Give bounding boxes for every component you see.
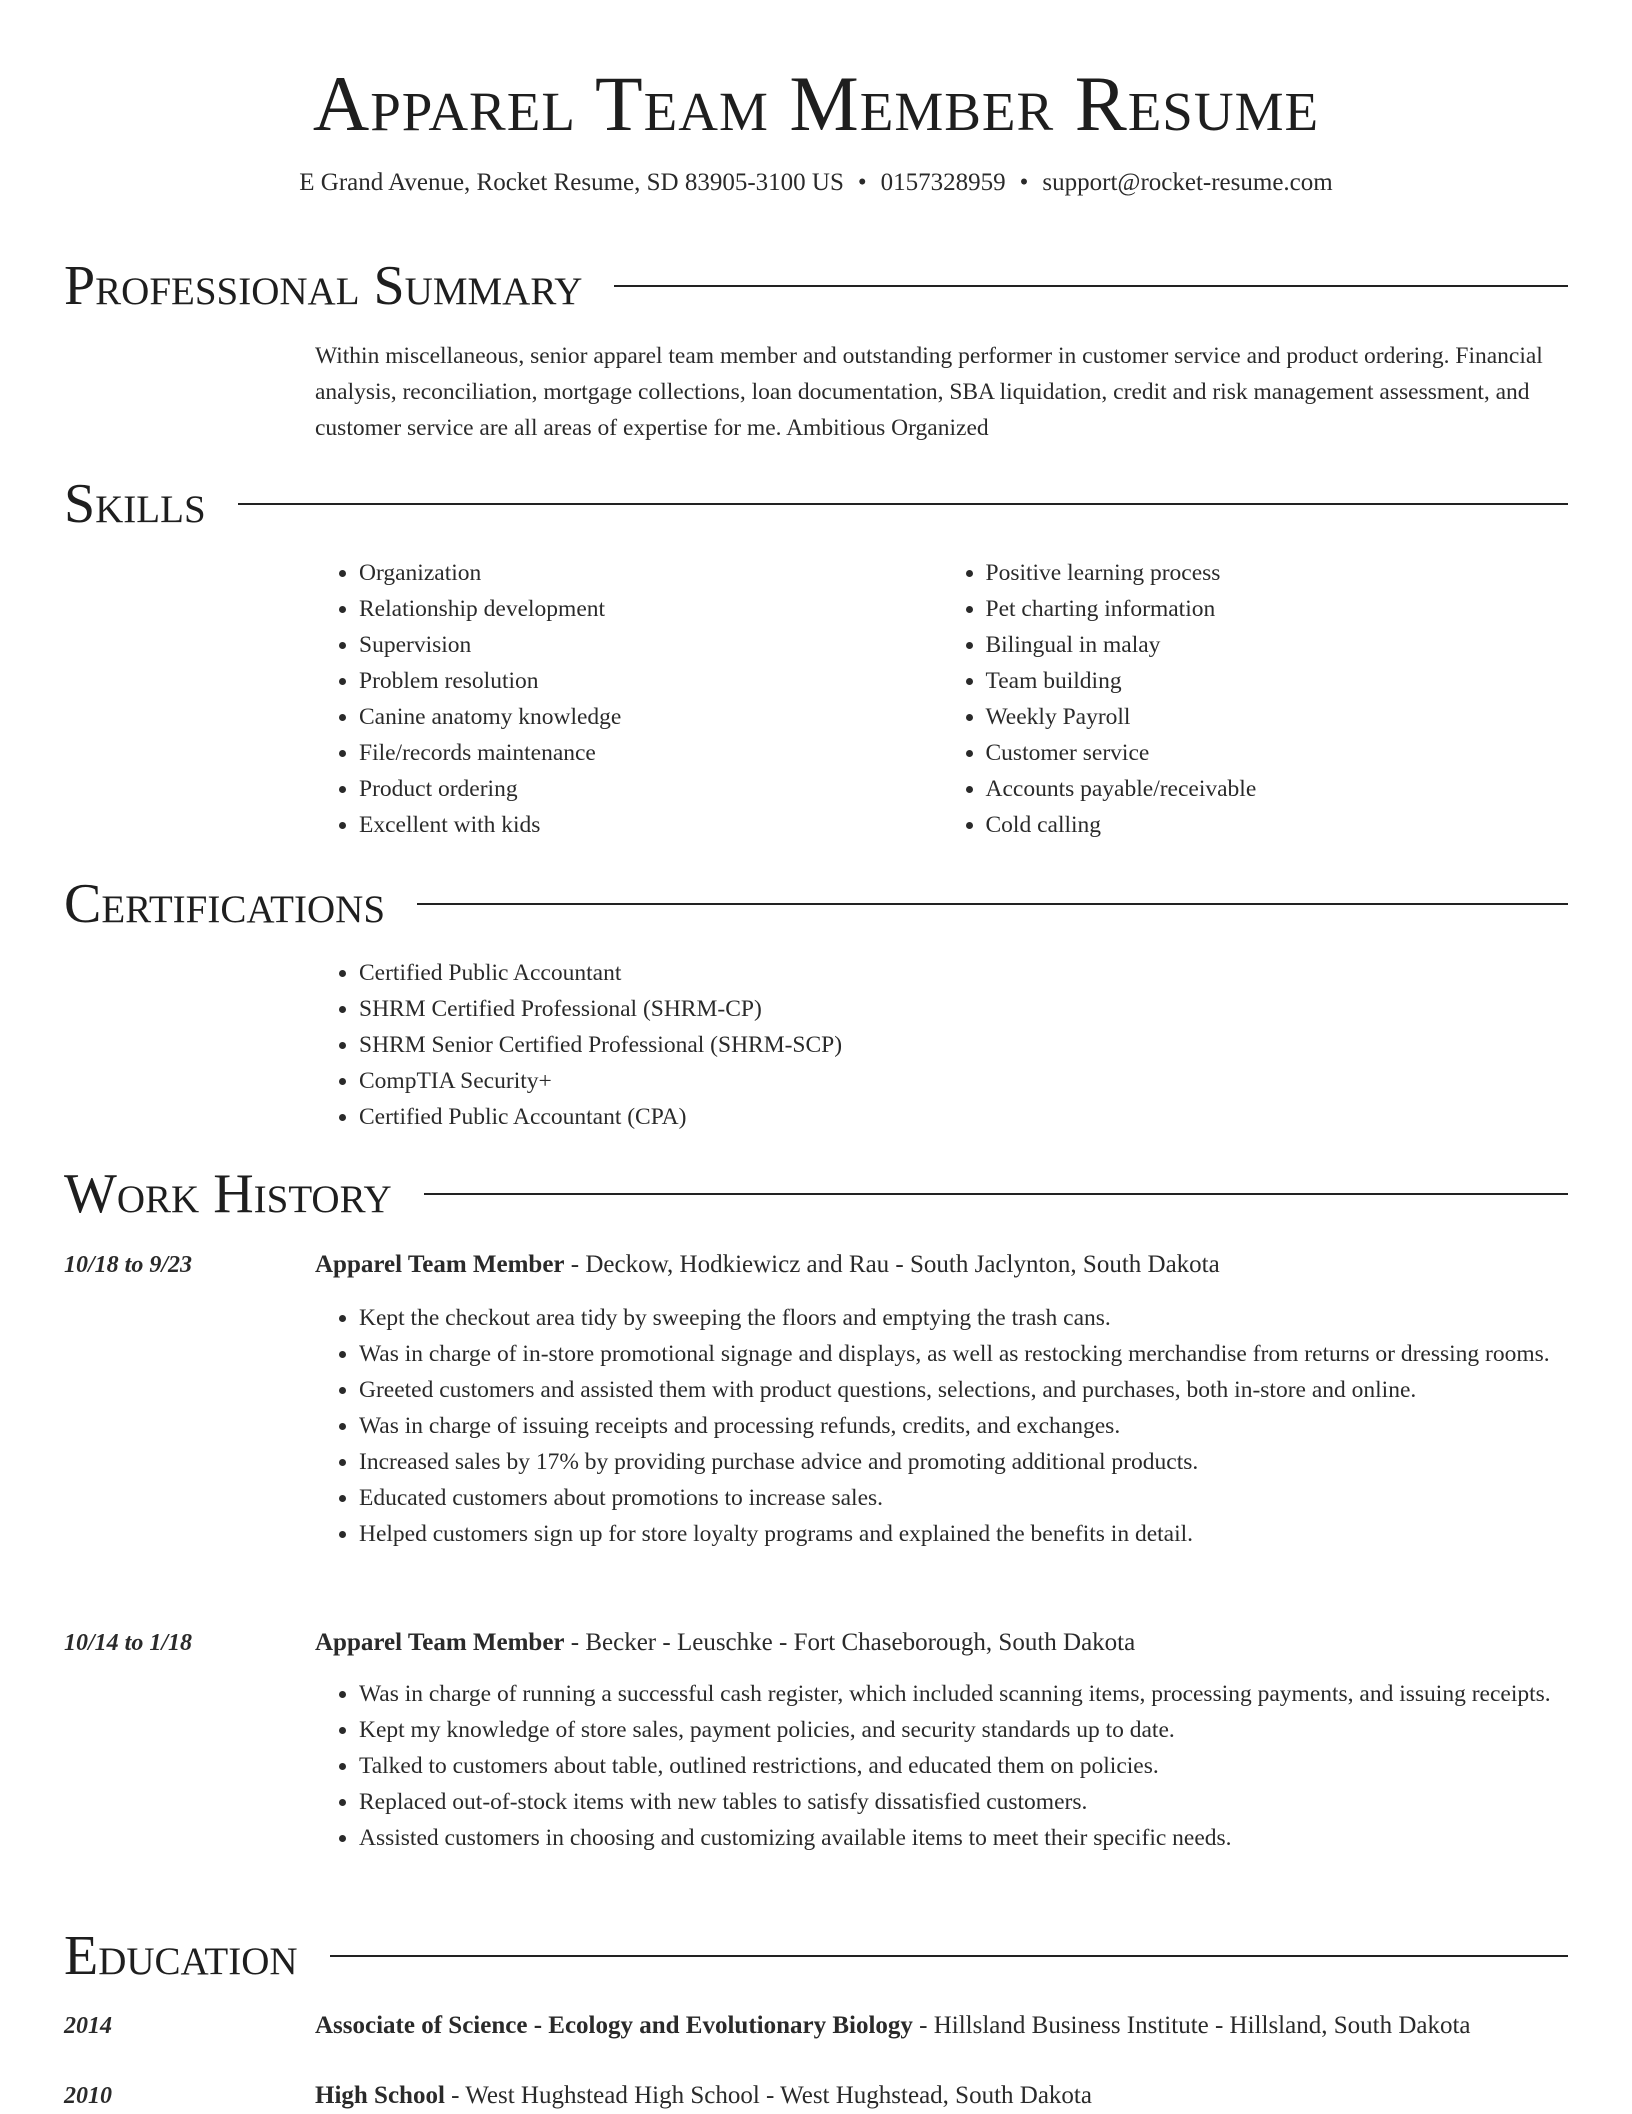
- education-section-header: [64, 1926, 1568, 1986]
- work-section-header: [64, 1164, 1568, 1224]
- job-bullets: [315, 1676, 1568, 1856]
- certification-item: • Certified Public Accountant: [359, 955, 1568, 991]
- education-degree: High School: [315, 2082, 445, 2109]
- skill-item: • Customer service: [986, 735, 1569, 771]
- certification-item: • CompTIA Security+: [359, 1063, 1568, 1099]
- summary-text: Within miscellaneous, senior apparel team member and outstanding performer in customer service and product ordering. Financial analysis, reconciliation, mortgage collections, loan documentation, SBA liquidation, credit and risk management assessment, and customer service are all areas of expertise for me. Ambitious Organized: [315, 343, 1543, 441]
- summary-section-header: [64, 256, 1568, 316]
- skill-item: • Organization: [359, 555, 942, 591]
- resume-title: Apparel Team Member Resume: [312, 60, 1320, 147]
- skill-item: • Bilingual in malay: [986, 627, 1569, 663]
- job-dates: 10/14 to 1/18: [64, 1630, 193, 1656]
- skill-item: • File/records maintenance: [359, 735, 942, 771]
- job-details: - Deckow, Hodkiewicz and Rau - South Jaclynton, South Dakota: [564, 1251, 1220, 1278]
- certification-item: • SHRM Senior Certified Professional (SHRM-SCP): [359, 1027, 1568, 1063]
- contact-separator: •: [857, 169, 867, 196]
- job-bullets: [315, 1300, 1568, 1552]
- education-year: 2010: [64, 2083, 112, 2109]
- skill-item: • Product ordering: [359, 771, 942, 807]
- skill-item: • Weekly Payroll: [986, 699, 1569, 735]
- job-bullet: • Kept my knowledge of store sales, payment policies, and security standards up to date.: [359, 1712, 1568, 1748]
- job-bullet: • Was in charge of issuing receipts and processing refunds, credits, and exchanges.: [359, 1408, 1568, 1444]
- section-divider: [614, 285, 1568, 287]
- education-heading: Education: [64, 1925, 298, 1987]
- job-bullet: • Kept the checkout area tidy by sweeping the floors and emptying the trash cans.: [359, 1300, 1568, 1336]
- job-title: Apparel Team Member: [315, 1629, 565, 1656]
- certification-item: • Certified Public Accountant (CPA): [359, 1099, 1568, 1135]
- skills-list: [315, 555, 1568, 843]
- skill-item: • Team building: [986, 663, 1569, 699]
- education-degree: Associate of Science - Ecology and Evolutionary Biology: [315, 2012, 913, 2039]
- job-title: Apparel Team Member: [315, 1251, 565, 1278]
- job-bullet: • Educated customers about promotions to increase sales.: [359, 1480, 1568, 1516]
- job-bullet: • Helped customers sign up for store loyalty programs and explained the benefits in detail.: [359, 1516, 1568, 1552]
- job-header: [315, 1625, 1568, 1661]
- contact-address: E Grand Avenue, Rocket Resume, SD 83905-3100 US: [299, 169, 844, 196]
- skill-item: • Excellent with kids: [359, 807, 942, 843]
- job-bullet: • Assisted customers in choosing and customizing available items to meet their specific needs.: [359, 1820, 1568, 1856]
- skill-item: • Canine anatomy knowledge: [359, 699, 942, 735]
- skills-heading: Skills: [64, 473, 206, 535]
- job-bullet: • Replaced out-of-stock items with new tables to satisfy dissatisfied customers.: [359, 1784, 1568, 1820]
- certifications-section-header: [64, 874, 1568, 934]
- certifications-list: [315, 955, 1568, 1135]
- education-line: [315, 2078, 1568, 2114]
- job-header: [315, 1247, 1568, 1283]
- job-content: [315, 1625, 1568, 1856]
- skills-left-column: [315, 555, 942, 843]
- skill-item: • Accounts payable/receivable: [986, 771, 1569, 807]
- section-divider: [330, 1955, 1568, 1957]
- certifications-items: [315, 955, 1568, 1135]
- education-year: 2014: [64, 2013, 112, 2039]
- skill-item: • Pet charting information: [986, 591, 1569, 627]
- skills-section-header: [64, 474, 1568, 534]
- skill-item: • Positive learning process: [986, 555, 1569, 591]
- resume-page: [64, 0, 1568, 2109]
- section-divider: [238, 503, 1568, 505]
- job-bullet: • Increased sales by 17% by providing purchase advice and promoting additional products.: [359, 1444, 1568, 1480]
- section-divider: [417, 903, 1568, 905]
- skills-right-column: [942, 555, 1569, 843]
- work-heading: Work History: [64, 1163, 392, 1225]
- skill-item: • Relationship development: [359, 591, 942, 627]
- job-details: - Becker - Leuschke - Fort Chaseborough, South Dakota: [564, 1629, 1136, 1656]
- education-line: [315, 2008, 1568, 2044]
- contact-phone: 0157328959: [880, 169, 1006, 196]
- job-bullet: • Talked to customers about table, outlined restrictions, and educated them on policies.: [359, 1748, 1568, 1784]
- summary-heading: Professional Summary: [64, 255, 583, 317]
- section-divider: [424, 1193, 1568, 1195]
- skill-item: • Problem resolution: [359, 663, 942, 699]
- certification-item: • SHRM Certified Professional (SHRM-CP): [359, 991, 1568, 1027]
- education-details: - West Hughstead High School - West Hughstead, South Dakota: [444, 2082, 1092, 2109]
- skill-item: • Cold calling: [986, 807, 1569, 843]
- job-bullet: • Greeted customers and assisted them with product questions, selections, and purchases, both in-store and online.: [359, 1372, 1568, 1408]
- job-bullet: • Was in charge of in-store promotional signage and displays, as well as restocking merchandise from returns or dressing rooms.: [359, 1336, 1568, 1372]
- job-dates: 10/18 to 9/23: [64, 1252, 193, 1278]
- contact-email[interactable]: support@rocket-resume.com: [1042, 169, 1333, 196]
- job-content: [315, 1247, 1568, 1552]
- education-details: - Hillsland Business Institute - Hillsland, South Dakota: [912, 2012, 1471, 2039]
- skill-item: • Supervision: [359, 627, 942, 663]
- job-bullet: • Was in charge of running a successful cash register, which included scanning items, processing payments, and issuing receipts.: [359, 1676, 1568, 1712]
- contact-separator: •: [1019, 169, 1029, 196]
- certifications-heading: Certifications: [64, 873, 386, 935]
- contact-line: [64, 166, 1568, 200]
